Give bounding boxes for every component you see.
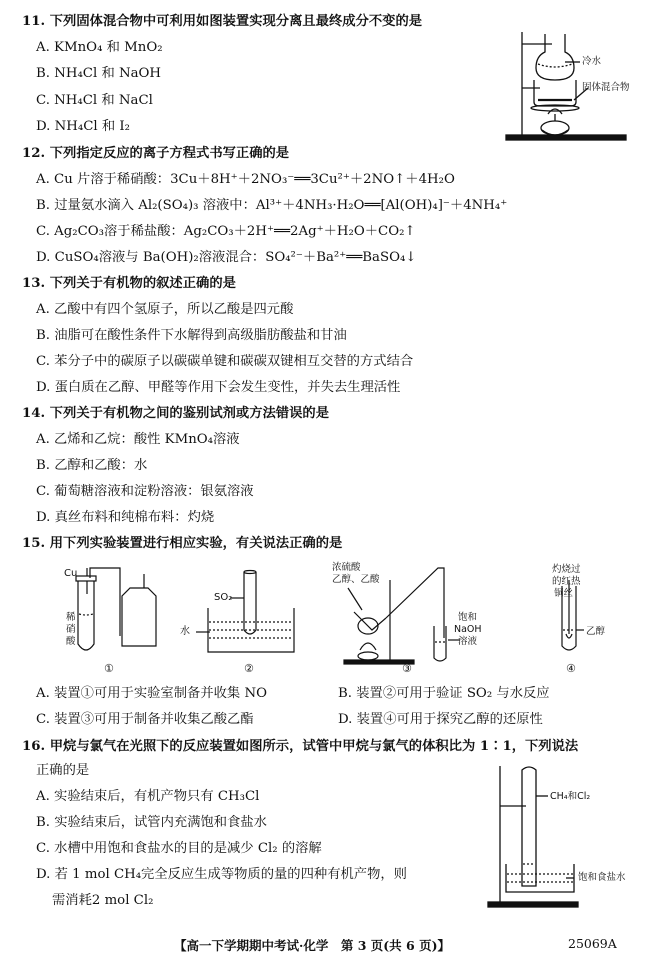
q15-fig1-number: ① (104, 662, 114, 675)
q16-option-d-line-2: 需消耗2 mol Cl₂ (52, 893, 154, 908)
q15-option-d: D. 装置④可用于探究乙醇的还原性 (338, 712, 543, 727)
q15-fig2-so2-label: SO₂ (214, 592, 233, 603)
q14-option-b: B. 乙醇和乙酸：水 (36, 458, 148, 473)
q15-fig1-acid-1: 稀 (66, 612, 76, 623)
q11-solid-mix-label: 固体混合物 (582, 82, 630, 93)
q15-stem: 15. 用下列实验装置进行相应实验，有关说法正确的是 (22, 536, 343, 551)
q12-option-c: C. Ag₂CO₃溶于稀盐酸：Ag₂CO₃＋2H⁺══2Ag⁺＋H₂O＋CO₂↑ (36, 224, 416, 239)
q16-gas-label: CH₄和Cl₂ (550, 791, 591, 802)
q14-stem: 14. 下列关于有机物之间的鉴别试剂或方法错误的是 (22, 406, 329, 421)
q14-option-d: D. 真丝布料和纯棉布料：灼烧 (36, 510, 215, 525)
q11-option-b: B. NH₄Cl 和 NaOH (36, 66, 162, 81)
q15-option-b: B. 装置②可用于验证 SO₂ 与水反应 (338, 686, 550, 701)
q15-fig3-number: ③ (402, 662, 412, 675)
q15-fig4-label-1: 灼烧过 (552, 564, 581, 575)
footer-code: 25069A (568, 936, 617, 951)
q12-option-a: A. Cu 片溶于稀硝酸：3Cu＋8H⁺＋2NO₃⁻══3Cu²⁺＋2NO↑＋4H₂O (36, 172, 455, 187)
q13-option-b: B. 油脂可在酸性条件下水解得到高级脂肪酸盐和甘油 (36, 328, 347, 343)
q15-fig2-number: ② (244, 662, 254, 675)
q15-fig3-label-2: 乙醇、乙酸 (332, 574, 380, 585)
q15-fig3-label-5: 溶液 (458, 636, 478, 647)
q16-option-d-line-1: D. 若 1 mol CH₄完全反应生成等物质的量的四种有机产物，则 (36, 867, 407, 882)
q16-stem-line-1: 16. 甲烷与氯气在光照下的反应装置如图所示，试管中甲烷与氯气的体积比为 1∶1，下列说法 (22, 739, 579, 754)
q15-option-c: C. 装置③可用于制备并收集乙酸乙酯 (36, 712, 254, 727)
q12-option-d: D. CuSO₄溶液与 Ba(OH)₂溶液混合：SO₄²⁻＋Ba²⁺══BaSO₄↓ (36, 250, 417, 265)
q15-fig3-label-4: NaOH (454, 624, 482, 635)
q12-option-b: B. 过量氨水滴入 Al₂(SO₄)₃ 溶液中：Al³⁺＋4NH₃·H₂O══[Al(OH)₄]⁻＋4NH₄⁺ (36, 198, 508, 213)
q15-fig4-label-3: 铜丝 (554, 588, 574, 599)
q15-fig4-label-4: 乙醇 (586, 626, 606, 637)
q11-cold-water-label: 冷水 (582, 56, 602, 67)
q16-brine-label: 饱和食盐水 (578, 872, 626, 883)
q15-apparatus-2 (196, 570, 306, 660)
q15-fig4-number: ④ (566, 662, 576, 675)
q16-option-c: C. 水槽中用饱和食盐水的目的是减少 Cl₂ 的溶解 (36, 841, 322, 856)
q15-fig2-water-label: 水 (180, 626, 190, 637)
q16-apparatus-figure (486, 764, 586, 914)
q11-option-c: C. NH₄Cl 和 NaCl (36, 93, 153, 108)
q13-stem: 13. 下列关于有机物的叙述正确的是 (22, 276, 236, 291)
q15-fig1-acid-3: 酸 (66, 636, 76, 647)
q11-option-d: D. NH₄Cl 和 I₂ (36, 119, 130, 134)
q15-fig4-label-2: 的红热 (552, 576, 581, 587)
q13-option-c: C. 苯分子中的碳原子以碳碳单键和碳碳双键相互交替的方式结合 (36, 354, 414, 369)
q15-fig1-acid-2: 硝 (66, 624, 76, 635)
q11-stem: 11. 下列固体混合物中可利用如图装置实现分离且最终成分不变的是 (22, 14, 423, 29)
q13-option-d: D. 蛋白质在乙醇、甲醛等作用下会发生变性，并失去生理活性 (36, 380, 401, 395)
q14-option-c: C. 葡萄糖溶液和淀粉溶液：银氨溶液 (36, 484, 254, 499)
q15-apparatus-1 (60, 566, 170, 666)
q15-fig3-label-3: 饱和 (458, 612, 478, 623)
q14-option-a: A. 乙烯和乙烷：酸性 KMnO₄溶液 (36, 432, 240, 447)
q11-option-a: A. KMnO₄ 和 MnO₂ (36, 40, 163, 55)
q12-stem: 12. 下列指定反应的离子方程式书写正确的是 (22, 146, 290, 161)
q15-fig3-label-1: 浓硫酸 (332, 562, 361, 573)
q16-option-b: B. 实验结束后，试管内充满饱和食盐水 (36, 815, 267, 830)
q15-fig1-cu-label: Cu (64, 568, 78, 579)
footer-title: 【高一下学期期中考试·化学 第 3 页(共 6 页)】 (174, 938, 450, 953)
q16-stem-line-2: 正确的是 (36, 763, 90, 778)
q13-option-a: A. 乙酸中有四个氢原子，所以乙酸是四元酸 (36, 302, 294, 317)
q16-option-a: A. 实验结束后，有机产物只有 CH₃Cl (36, 789, 260, 804)
q15-option-a: A. 装置①可用于实验室制备并收集 NO (36, 686, 267, 701)
